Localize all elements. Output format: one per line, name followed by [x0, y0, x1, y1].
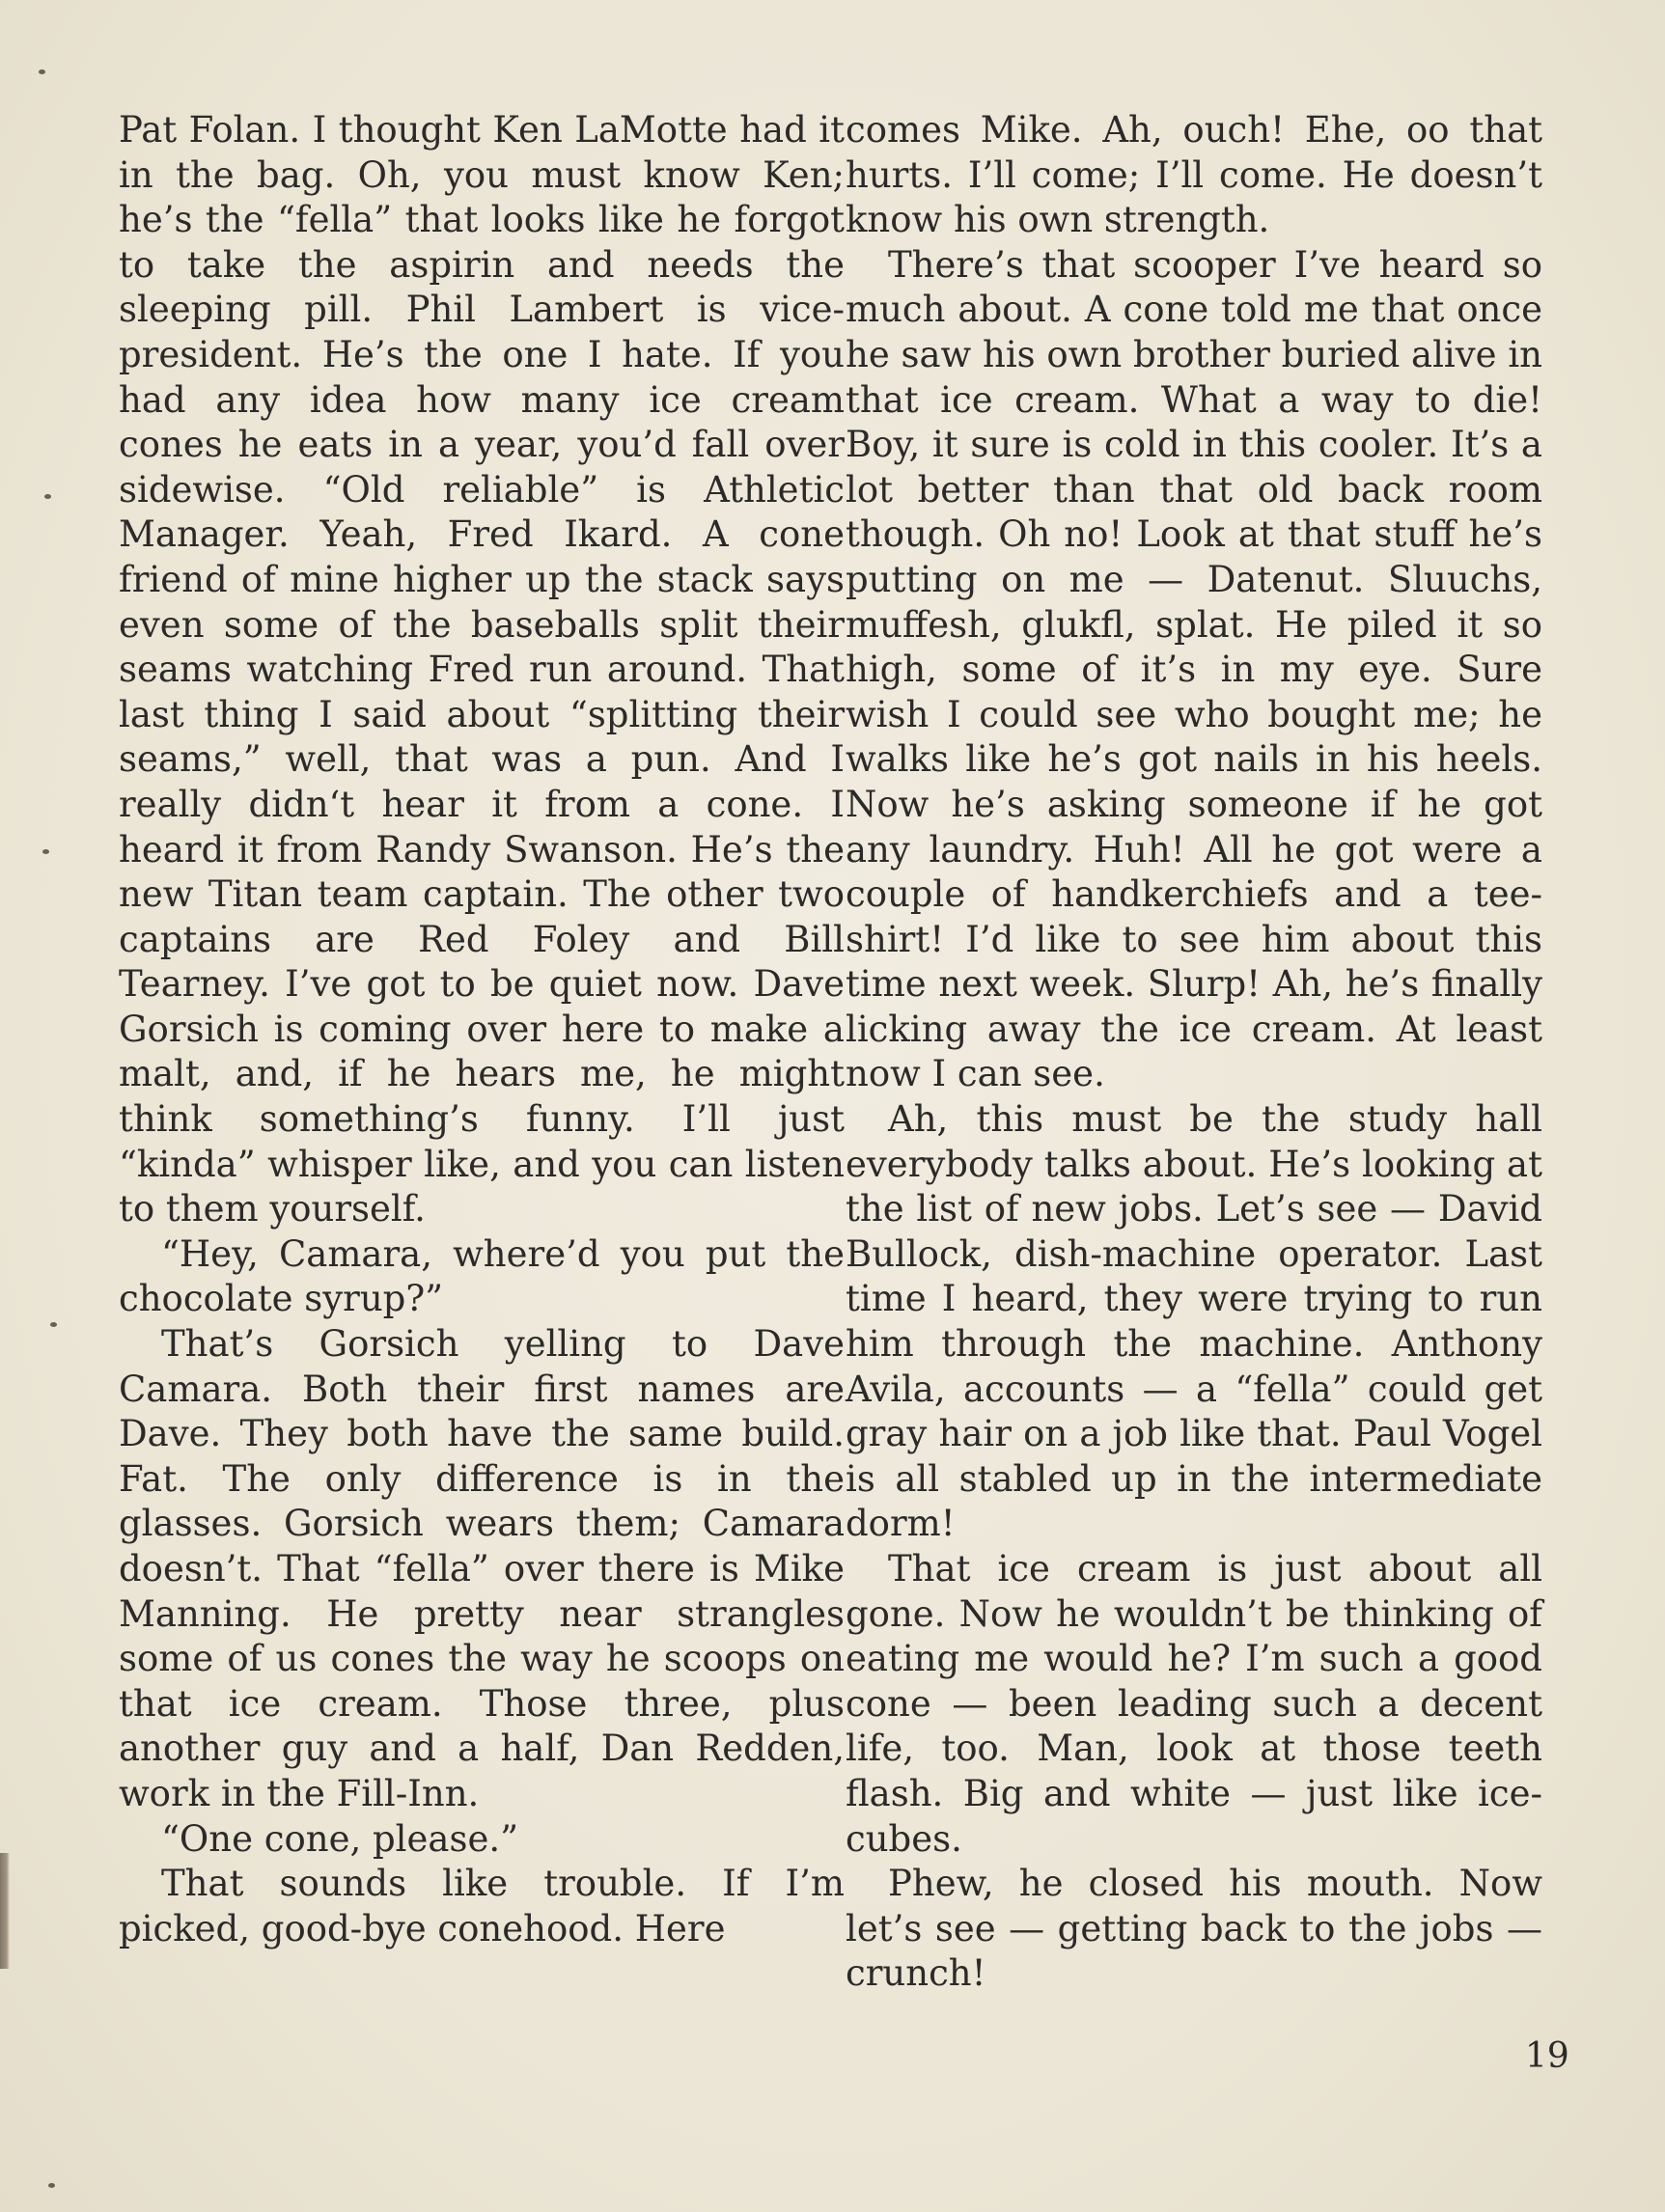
- binding-speck: [48, 2183, 55, 2188]
- binding-speck: [50, 1322, 57, 1327]
- paragraph: That’s Gorsich yelling to Dave Camara. Both their first names are Dave. They both have the same build. Fat. The only difference is in the glasses. Gorsich wears them; Camara doesn’t. That “fella” over there is Mike Manning. He pretty near strangles some of us cones the way he scoops on that ice cream. Those three, plus another guy and a half, Dan Redden, work in the Fill-Inn.: [119, 1323, 845, 1814]
- left-text-column: [119, 108, 845, 1951]
- paragraph: “Hey, Camara, where’d you put the chocolate syrup?”: [119, 1232, 845, 1320]
- paragraph: comes Mike. Ah, ouch! Ehe, oo that hurts. I’ll come; I’ll come. He doesn’t know his own strength.: [846, 109, 1542, 241]
- binding-speck: [44, 494, 51, 499]
- binding-speck: [39, 69, 45, 74]
- paragraph: That sounds like trouble. If I’m picked, good-bye conehood. Here: [119, 1863, 845, 1949]
- paragraph: Phew, he closed his mouth. Now let’s see — getting back to the jobs — crunch!: [846, 1863, 1542, 1995]
- paragraph: Ah, this must be the study hall everybody talks about. He’s looking at the list of new jobs. Let’s see — David Bullock, dish-machine operator. Last time I heard, they were trying to run him through the machine. Anthony Avila, accounts — a “fella” could get gray hair on a job like that. Paul Vogel is all stabled up in the intermediate dorm!: [846, 1098, 1542, 1545]
- paragraph: Pat Folan. I thought Ken LaMotte had it in the bag. Oh, you must know Ken; he’s the “fella” that looks like he forgot to take the aspirin and needs the sleeping pill. Phil Lambert is vice-president. He’s the one I hate. If you had any idea how many ice cream cones he eats in a year, you’d fall over sidewise. “Old reliable” is Athletic Manager. Yeah, Fred Ikard. A cone friend of mine higher up the stack says even some of the baseballs split their seams watching Fred run around. That last thing I said about “splitting their seams,” well, that was a pun. And I really didn‘t hear it from a cone. I heard it from Randy Swanson. He’s the new Titan team captain. The other two captains are Red Foley and Bill Tearney. I’ve got to be quiet now. Dave Gorsich is coming over here to make a malt, and, if he hears me, he might think something’s funny. I’ll just “kinda” whisper like, and you can listen to them yourself.: [119, 109, 845, 1230]
- binding-speck: [42, 849, 49, 854]
- paragraph: That ice cream is just about all gone. Now he wouldn’t be thinking of eating me would he? I’m such a good cone — been leading such a decent life, too. Man, look at those teeth flash. Big and white — just like ice-cubes.: [846, 1548, 1542, 1860]
- binding-edge: [0, 1853, 10, 1969]
- right-text-column: [846, 108, 1542, 1997]
- paragraph: There’s that scooper I’ve heard so much about. A cone told me that once he saw his own brother buried alive in that ice cream. What a way to die! Boy, it sure is cold in this cooler. It’s a lot better than that old back room though. Oh no! Look at that stuff he’s putting on me — Datenut. Sluuchs, muffesh, glukfl, splat. He piled it so high, some of it’s in my eye. Sure wish I could see who bought me; he walks like he’s got nails in his heels. Now he’s asking someone if he got any laundry. Huh! All he got were a couple of handkerchiefs and a tee-shirt! I’d like to see him about this time next week. Slurp! Ah, he’s finally licking away the ice cream. At least now I can see.: [846, 243, 1542, 1095]
- paragraph: “One cone, please.”: [161, 1817, 519, 1860]
- page-number: 19: [1525, 2036, 1569, 2076]
